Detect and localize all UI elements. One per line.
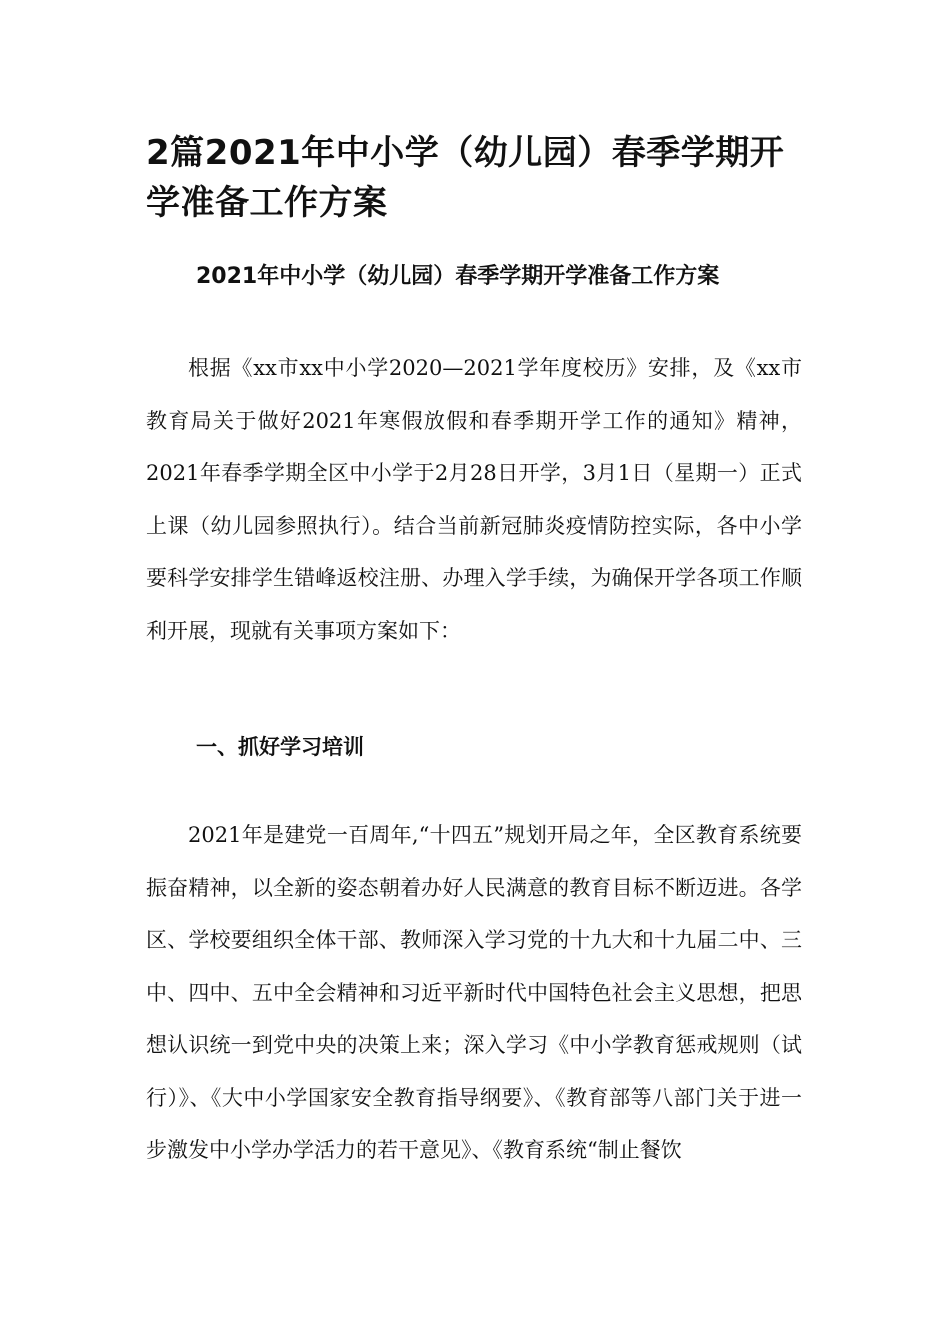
body-paragraph: 2021年是建党一百周年,“十四五”规划开局之年，全区教育系统要振奋精神，以全新的姿态朝着办好人民满意的教育目标不断迈进。各学区、学校要组织全体干部、教师深入学习党的十九大和十九届二中、三中、四中、五中全会精神和习近平新时代中国特色社会主义思想，把思想认识统一到党中央的决策上来；深入学习《中小学教育惩戒规则（试行）》、《大中小学国家安全教育指导纲要》、《教育部等八部门关于进一步激发中小学办学活力的若干意见》、《教育系统“制止餐饮: [146, 823, 802, 1162]
section-heading: 一、抓好学习培训: [196, 735, 364, 759]
document-subtitle: 2021年中小学（幼儿园）春季学期开学准备工作方案: [196, 264, 720, 289]
intro-paragraph: 根据《xx市xx中小学2020—2021学年度校历》安排，及《xx市教育局关于做好2021年寒假放假和春季期开学工作的通知》精神，2021年春季学期全区中小学于2月28日开学，3月1日（星期一）正式上课（幼儿园参照执行）。结合当前新冠肺炎疫情防控实际，各中小学要科学安排学生错峰返校注册、办理入学手续，为确保开学各项工作顺利开展，现就有关事项方案如下：: [146, 356, 802, 643]
document-title: 2篇2021年中小学（幼儿园）春季学期开学准备工作方案: [146, 133, 785, 223]
